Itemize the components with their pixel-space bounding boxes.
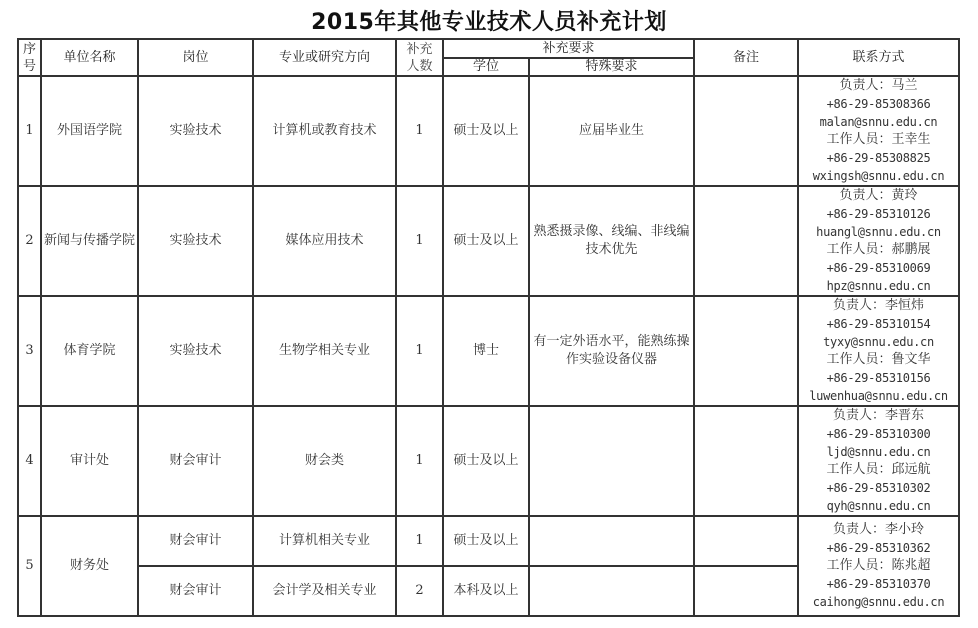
cell-post: 实验技术 bbox=[138, 296, 253, 406]
cell-unit: 财务处 bbox=[41, 516, 138, 616]
header-special: 特殊要求 bbox=[529, 58, 694, 76]
cell-seq: 5 bbox=[18, 516, 41, 616]
cell-post: 实验技术 bbox=[138, 186, 253, 296]
contact-email[interactable]: huangl@snnu.edu.cn bbox=[816, 225, 941, 239]
header-seq-label: 序号 bbox=[22, 41, 36, 74]
contact-phone: +86-29-85310370 bbox=[826, 577, 931, 591]
staffing-plan-table bbox=[17, 38, 960, 617]
contact-phone: +86-29-85310302 bbox=[826, 481, 931, 495]
contact-staff: 工作人员：郝鹏展 bbox=[826, 242, 931, 257]
cell-post: 财会审计 bbox=[138, 406, 253, 516]
contact-phone: +86-29-85310069 bbox=[826, 261, 931, 275]
header-contact: 联系方式 bbox=[798, 39, 959, 76]
cell-contact bbox=[798, 296, 959, 406]
cell-post: 实验技术 bbox=[138, 76, 253, 186]
contact-phone: +86-29-85308825 bbox=[826, 151, 931, 165]
cell-remarks bbox=[694, 186, 798, 296]
contact-email[interactable]: luwenhua@snnu.edu.cn bbox=[809, 389, 948, 403]
header-count-label: 补充人数 bbox=[406, 41, 433, 74]
contact-manager: 负责人：黄玲 bbox=[839, 188, 918, 203]
contact-email[interactable]: malan@snnu.edu.cn bbox=[819, 115, 938, 129]
cell-special: 熟悉摄录像、线编、非线编技术优先 bbox=[529, 186, 694, 296]
cell-unit: 外国语学院 bbox=[41, 76, 138, 186]
table-row bbox=[18, 406, 959, 516]
contact-phone: +86-29-85310156 bbox=[826, 371, 931, 385]
document-title: 2015年其他专业技术人员补充计划 bbox=[311, 10, 667, 35]
cell-major: 计算机或教育技术 bbox=[253, 76, 396, 186]
cell-unit: 体育学院 bbox=[41, 296, 138, 406]
header-count bbox=[396, 39, 443, 76]
cell-major: 媒体应用技术 bbox=[253, 186, 396, 296]
header-post: 岗位 bbox=[138, 39, 253, 76]
header-unit: 单位名称 bbox=[41, 39, 138, 76]
cell-count: 1 bbox=[396, 76, 443, 186]
cell-remarks bbox=[694, 296, 798, 406]
contact-manager: 负责人：马兰 bbox=[839, 78, 918, 93]
contact-staff: 工作人员：邱远航 bbox=[826, 462, 931, 477]
cell-post: 财会审计 bbox=[138, 516, 253, 566]
cell-contact bbox=[798, 406, 959, 516]
cell-major: 会计学及相关专业 bbox=[253, 566, 396, 616]
cell-remarks bbox=[694, 566, 798, 616]
cell-major: 计算机相关专业 bbox=[253, 516, 396, 566]
contact-staff: 工作人员：鲁文华 bbox=[826, 352, 931, 367]
contact-manager: 负责人：李恒炜 bbox=[832, 298, 924, 313]
header-seq bbox=[18, 39, 41, 76]
cell-special bbox=[529, 566, 694, 616]
contact-phone: +86-29-85310300 bbox=[826, 427, 931, 441]
cell-major: 生物学相关专业 bbox=[253, 296, 396, 406]
contact-email[interactable]: qyh@snnu.edu.cn bbox=[826, 499, 931, 513]
header-major: 专业或研究方向 bbox=[253, 39, 396, 76]
cell-count: 1 bbox=[396, 296, 443, 406]
cell-seq: 1 bbox=[18, 76, 41, 186]
cell-major: 财会类 bbox=[253, 406, 396, 516]
contact-phone: +86-29-85310154 bbox=[826, 317, 931, 331]
contact-email[interactable]: tyxy@snnu.edu.cn bbox=[823, 335, 934, 349]
cell-degree: 硕士及以上 bbox=[443, 76, 529, 186]
table-row bbox=[18, 296, 959, 406]
contact-manager: 负责人：李小玲 bbox=[832, 522, 924, 537]
cell-special: 应届毕业生 bbox=[529, 76, 694, 186]
contact-email[interactable]: caihong@snnu.edu.cn bbox=[812, 595, 945, 609]
cell-degree: 硕士及以上 bbox=[443, 406, 529, 516]
cell-contact bbox=[798, 516, 959, 616]
table-row bbox=[18, 516, 959, 566]
contact-manager: 负责人：李晋东 bbox=[832, 408, 924, 423]
cell-unit: 审计处 bbox=[41, 406, 138, 516]
header-degree: 学位 bbox=[443, 58, 529, 76]
cell-degree: 博士 bbox=[443, 296, 529, 406]
cell-special: 有一定外语水平，能熟练操作实验设备仪器 bbox=[529, 296, 694, 406]
table-row bbox=[18, 186, 959, 296]
cell-remarks bbox=[694, 406, 798, 516]
contact-phone: +86-29-85308366 bbox=[826, 97, 931, 111]
contact-phone: +86-29-85310126 bbox=[826, 207, 931, 221]
cell-seq: 2 bbox=[18, 186, 41, 296]
cell-contact bbox=[798, 186, 959, 296]
cell-degree: 硕士及以上 bbox=[443, 186, 529, 296]
cell-count: 1 bbox=[396, 406, 443, 516]
cell-special bbox=[529, 516, 694, 566]
contact-email[interactable]: ljd@snnu.edu.cn bbox=[826, 445, 931, 459]
contact-staff: 工作人员：王幸生 bbox=[826, 132, 931, 147]
cell-count: 1 bbox=[396, 516, 443, 566]
cell-count: 2 bbox=[396, 566, 443, 616]
cell-special bbox=[529, 406, 694, 516]
header-remarks: 备注 bbox=[694, 39, 798, 76]
contact-phone: +86-29-85310362 bbox=[826, 541, 931, 555]
cell-remarks bbox=[694, 516, 798, 566]
cell-count: 1 bbox=[396, 186, 443, 296]
cell-post: 财会审计 bbox=[138, 566, 253, 616]
cell-degree: 硕士及以上 bbox=[443, 516, 529, 566]
table-row bbox=[18, 76, 959, 186]
contact-staff: 工作人员：陈兆超 bbox=[826, 558, 931, 573]
cell-seq: 3 bbox=[18, 296, 41, 406]
header-requirements: 补充要求 bbox=[443, 39, 694, 58]
cell-unit: 新闻与传播学院 bbox=[41, 186, 138, 296]
cell-seq: 4 bbox=[18, 406, 41, 516]
cell-degree: 本科及以上 bbox=[443, 566, 529, 616]
cell-remarks bbox=[694, 76, 798, 186]
contact-email[interactable]: hpz@snnu.edu.cn bbox=[826, 279, 931, 293]
cell-contact bbox=[798, 76, 959, 186]
contact-email[interactable]: wxingsh@snnu.edu.cn bbox=[812, 169, 945, 183]
